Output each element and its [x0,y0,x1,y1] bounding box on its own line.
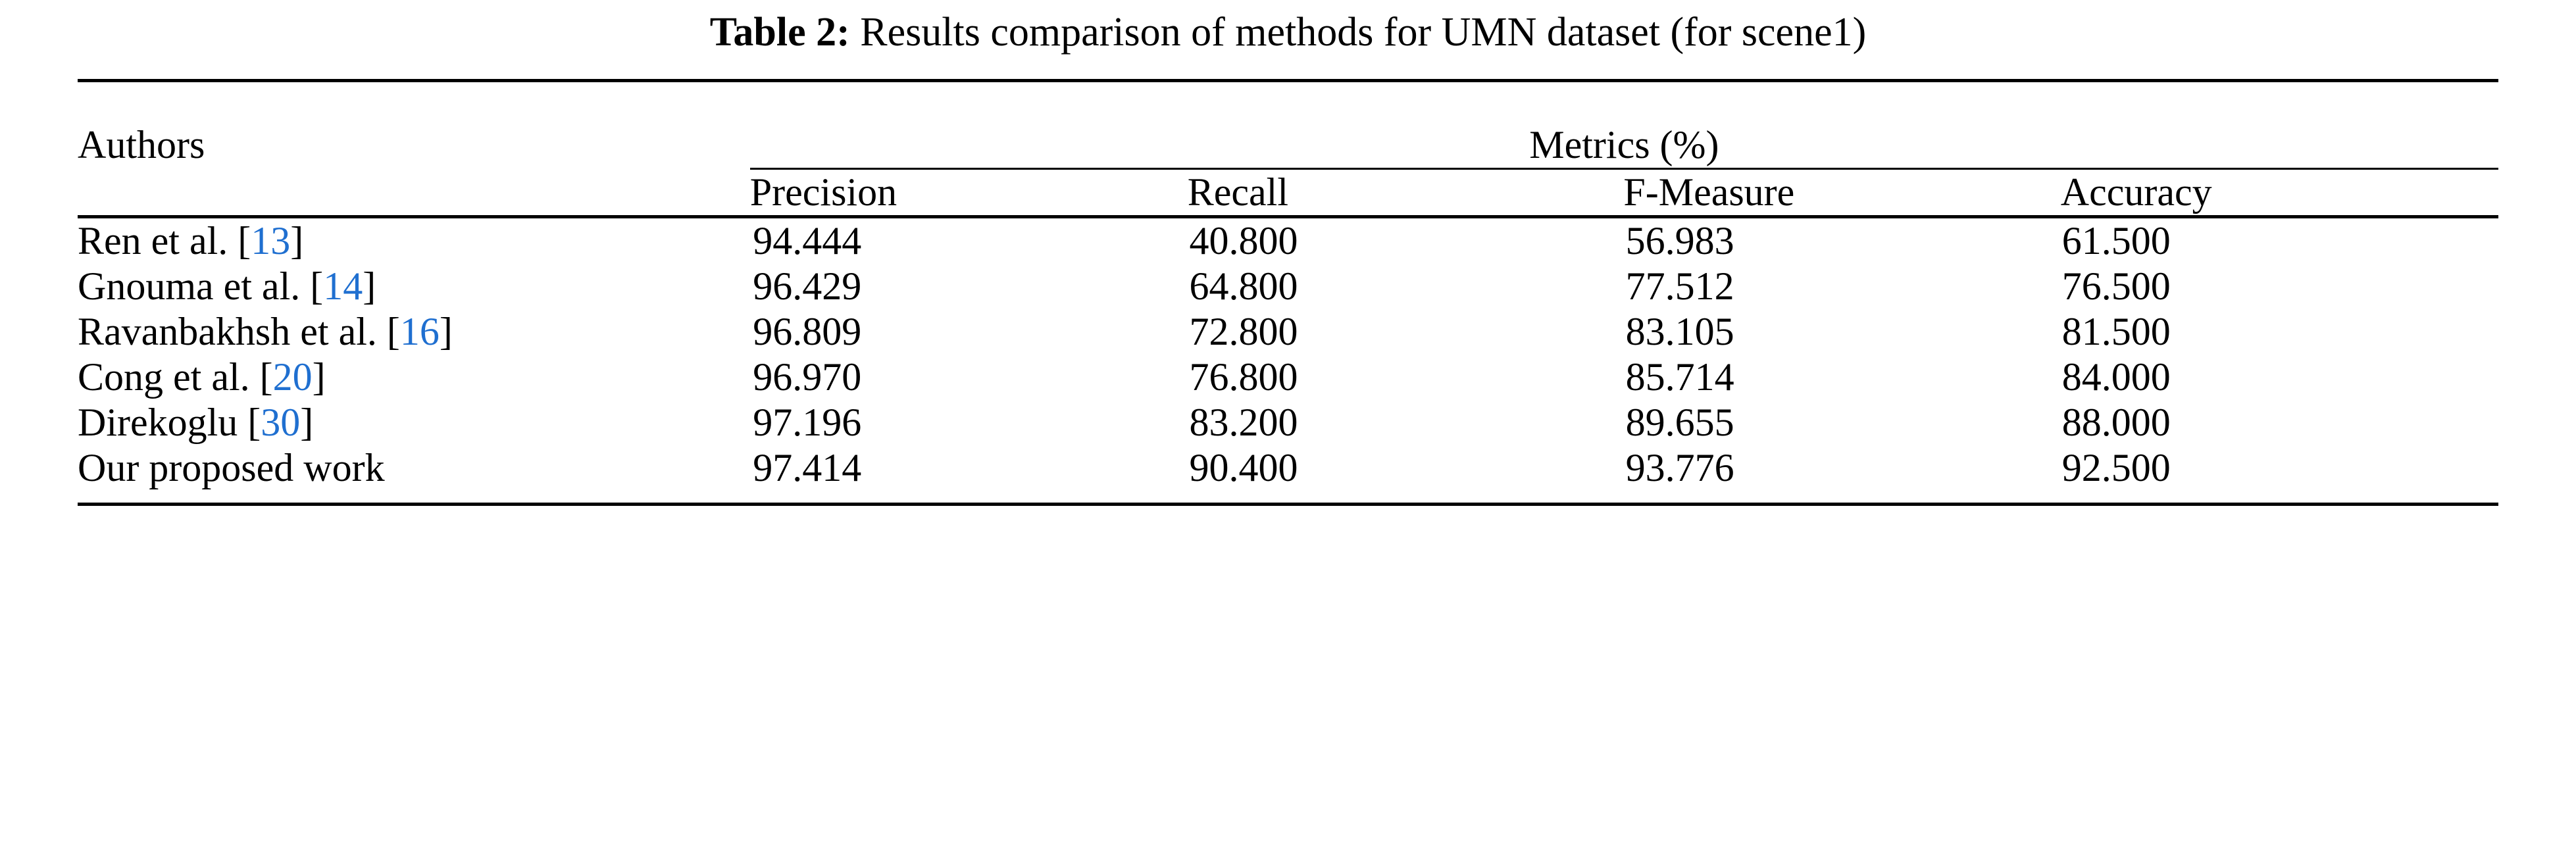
author-name: Cong et al. [78,355,260,399]
column-header-accuracy: Accuracy [2060,170,2212,214]
cell-precision: 97.414 [753,446,862,489]
column-header-authors: Authors [78,123,205,166]
bottom-spacer [78,491,2498,503]
table-row [78,445,2498,491]
cell-author [78,355,753,400]
results-table-body [78,218,2498,491]
caption-text: Results comparison of methods for UMN dataset (for scene1) [860,10,1867,55]
author-name: Ren et al. [78,219,238,262]
results-table [78,82,2498,215]
ref-bracket-close: ] [363,264,376,308]
cell-author [78,445,753,491]
cell-author [78,309,753,355]
header-row-metrics [78,170,2498,215]
ref-bracket-open: [ [259,355,273,399]
subheader-spacer [78,170,750,215]
cell-recall: 72.800 [1189,310,1298,353]
header-row-top [78,82,2498,168]
cell-accuracy: 81.500 [2061,310,2171,353]
cell-fmeasure: 93.776 [1625,446,1734,489]
bottom-rule [78,503,2498,506]
ref-bracket-close: ] [439,310,453,353]
cell-author [78,218,753,264]
cell-author [78,400,753,445]
ref-bracket-close: ] [312,355,326,399]
table-row [78,400,2498,445]
cell-fmeasure: 56.983 [1625,219,1734,262]
table-caption [78,0,2498,79]
ref-bracket-open: [ [386,310,400,353]
reference-link[interactable]: 14 [323,264,363,308]
column-header-metrics: Metrics (%) [1529,123,1719,166]
cell-author [78,264,753,309]
author-name: Ravanbakhsh et al. [78,310,387,353]
ref-bracket-open: [ [247,401,261,444]
reference-link[interactable]: 16 [399,310,440,353]
cell-recall: 64.800 [1189,264,1298,308]
column-header-recall: Recall [1187,170,1288,214]
ref-bracket-close: ] [300,401,314,444]
cell-precision: 97.196 [753,401,862,444]
cell-fmeasure: 85.714 [1625,355,1734,399]
column-header-precision: Precision [749,170,897,214]
cell-fmeasure: 77.512 [1625,264,1734,308]
table-row [78,355,2498,400]
author-name: Direkoglu [78,401,248,444]
cell-precision: 94.444 [753,219,862,262]
table-row [78,264,2498,309]
cell-precision: 96.809 [753,310,862,353]
ref-bracket-close: ] [290,219,304,262]
reference-link[interactable]: 20 [272,355,313,399]
cell-fmeasure: 89.655 [1625,401,1734,444]
author-name: Gnouma et al. [78,264,311,308]
cell-accuracy: 61.500 [2061,219,2171,262]
cell-recall: 76.800 [1189,355,1298,399]
ref-bracket-open: [ [310,264,324,308]
table-row [78,218,2498,264]
cell-recall: 40.800 [1189,219,1298,262]
column-header-fmeasure: F-Measure [1623,170,1795,214]
author-name: Our proposed work [78,446,385,489]
ref-bracket-open: [ [238,219,251,262]
cell-fmeasure: 83.105 [1625,310,1734,353]
reference-link[interactable]: 13 [251,219,291,262]
cell-precision: 96.970 [753,355,862,399]
cell-accuracy: 92.500 [2061,446,2171,489]
cell-recall: 83.200 [1189,401,1298,444]
reference-link[interactable]: 30 [261,401,301,444]
cell-recall: 90.400 [1189,446,1298,489]
cell-precision: 96.429 [753,264,862,308]
table-row [78,309,2498,355]
cell-accuracy: 76.500 [2061,264,2171,308]
cell-accuracy: 84.000 [2061,355,2171,399]
cell-accuracy: 88.000 [2061,401,2171,444]
caption-label: Table 2: [709,10,850,55]
